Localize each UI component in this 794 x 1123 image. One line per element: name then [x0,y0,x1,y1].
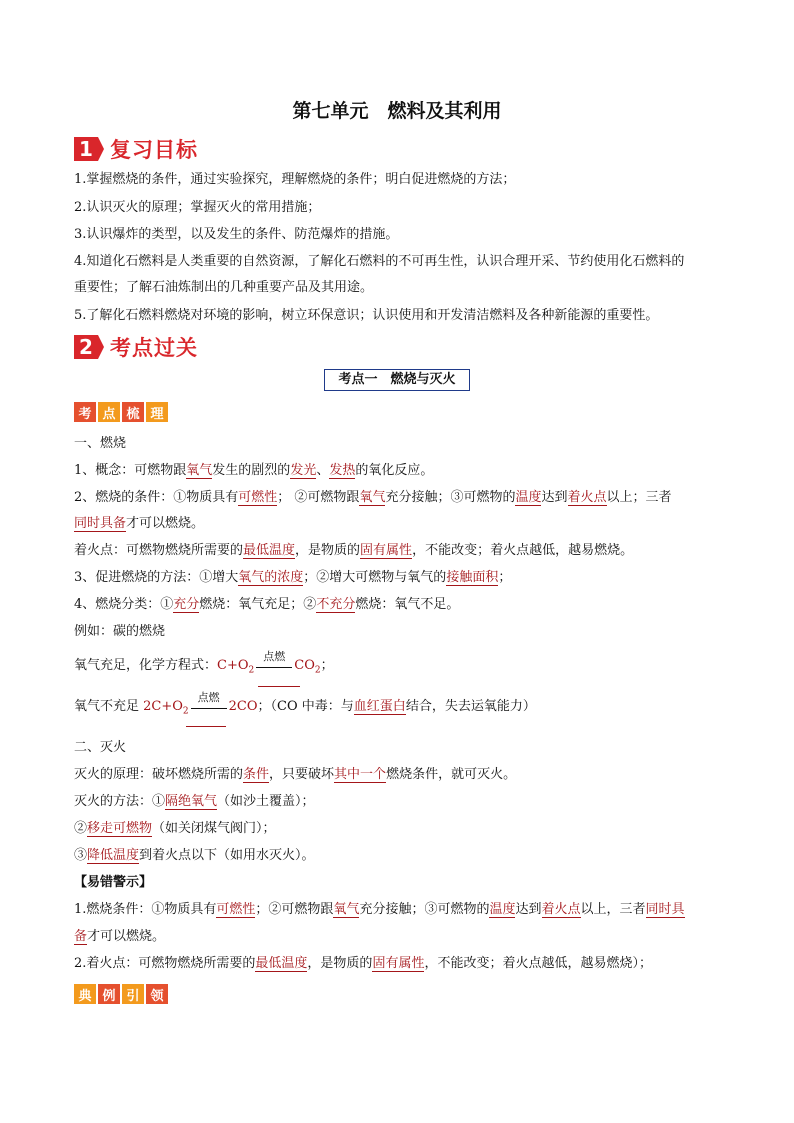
types-line: 4、燃烧分类：①充分燃烧：氧气充足；②不充分燃烧：氧气不足。 [74,597,460,612]
badge-char: 理 [146,402,168,422]
equation-sufficient: 氧气充足，化学方程式：$C+O_2$ 点燃 $CO_2$； [74,650,334,676]
badge-char: 领 [146,984,168,1004]
extinguish-method-1: 灭火的方法：①隔绝氧气（如沙土覆盖）； [74,794,315,809]
badge-kaodian-shuli [74,402,168,422]
section-label: 考点过关 [110,336,198,360]
example-line: 例如：碳的燃烧 [74,624,166,639]
goal-line: 3.认识爆炸的类型，以及发生的条件、防范爆炸的措施。 [74,227,399,242]
section-header-points [74,334,198,360]
badge-char: 梳 [122,402,144,422]
section-number: 1 [74,137,98,161]
section-header-goals [74,136,198,162]
warning-line-1: 1.燃烧条件：①物质具有可燃性；②可燃物跟氧气充分接触；③可燃物的温度达到着火点以上，三者同时具 [74,902,685,917]
badge-char: 典 [74,984,96,1004]
badge-dianli-yinling [74,984,168,1004]
badge-char: 考 [74,402,96,422]
ignition-point-line: 着火点：可燃物燃烧所需要的最低温度，是物质的固有属性，不能改变；着火点越低，越易燃烧。 [74,543,634,558]
warning-line-2: 备才可以燃烧。 [74,929,166,944]
section-number: 2 [74,335,98,359]
warning-heading: 【易错警示】 [74,875,153,890]
extinguish-principle: 灭火的原理：破坏燃烧所需的条件，只要破坏其中一个燃烧条件，就可灭火。 [74,767,517,782]
promote-line: 3、促进燃烧的方法：①增大氧气的浓度；②增大可燃物与氧气的接触面积； [74,570,512,585]
conditions-line-1: 2、燃烧的条件：①物质具有可燃性； ②可燃物跟氧气充分接触；③可燃物的温度达到着火点以上；三者 [74,490,672,505]
concept-line: 1、概念：可燃物跟氧气发生的剧烈的发光、发热的氧化反应。 [74,463,434,478]
goal-line: 4.知道化石燃料是人类重要的自然资源，了解化石燃料的不可再生性，认识合理开采、节约使用化石燃料的 [74,254,685,269]
kaodian-title-box: 考点一 燃烧与灭火 [324,369,470,391]
badge-char: 例 [98,984,120,1004]
badge-char: 引 [122,984,144,1004]
conditions-line-2: 同时具备才可以燃烧。 [74,516,205,531]
section-label: 复习目标 [110,138,198,162]
badge-char: 点 [98,402,120,422]
extinguish-method-3: ③降低温度到着火点以下（如用水灭火）。 [74,848,315,863]
goal-line: 5.了解化石燃料燃烧对环境的影响，树立环保意识；认识使用和开发清洁燃料及各种新能源的重要性。 [74,308,659,323]
warning-line-3: 2.着火点：可燃物燃烧所需要的最低温度，是物质的固有属性，不能改变；着火点越低，越易燃烧）； [74,956,652,971]
extinguish-method-2: ②移走可燃物（如关闭煤气阀门）； [74,821,276,836]
goal-line: 重要性；了解石油炼制出的几种重要产品及其用途。 [74,280,374,295]
page-title: 第七单元 燃料及其利用 [292,100,502,122]
heading-extinguish: 二、灭火 [74,740,127,755]
goal-line: 1.掌握燃烧的条件，通过实验探究，理解燃烧的条件；明白促进燃烧的方法； [74,172,516,187]
answer-blank-line [186,726,226,727]
goal-line: 2.认识灭火的原理；掌握灭火的常用措施； [74,200,321,215]
heading-combustion: 一、燃烧 [74,436,127,451]
answer-blank-line [258,686,300,687]
equation-insufficient: 氧气不充足 $2C+O_2$ 点燃 2CO；（CO 中毒：与血红蛋白结合，失去运氧能力） [74,691,536,717]
